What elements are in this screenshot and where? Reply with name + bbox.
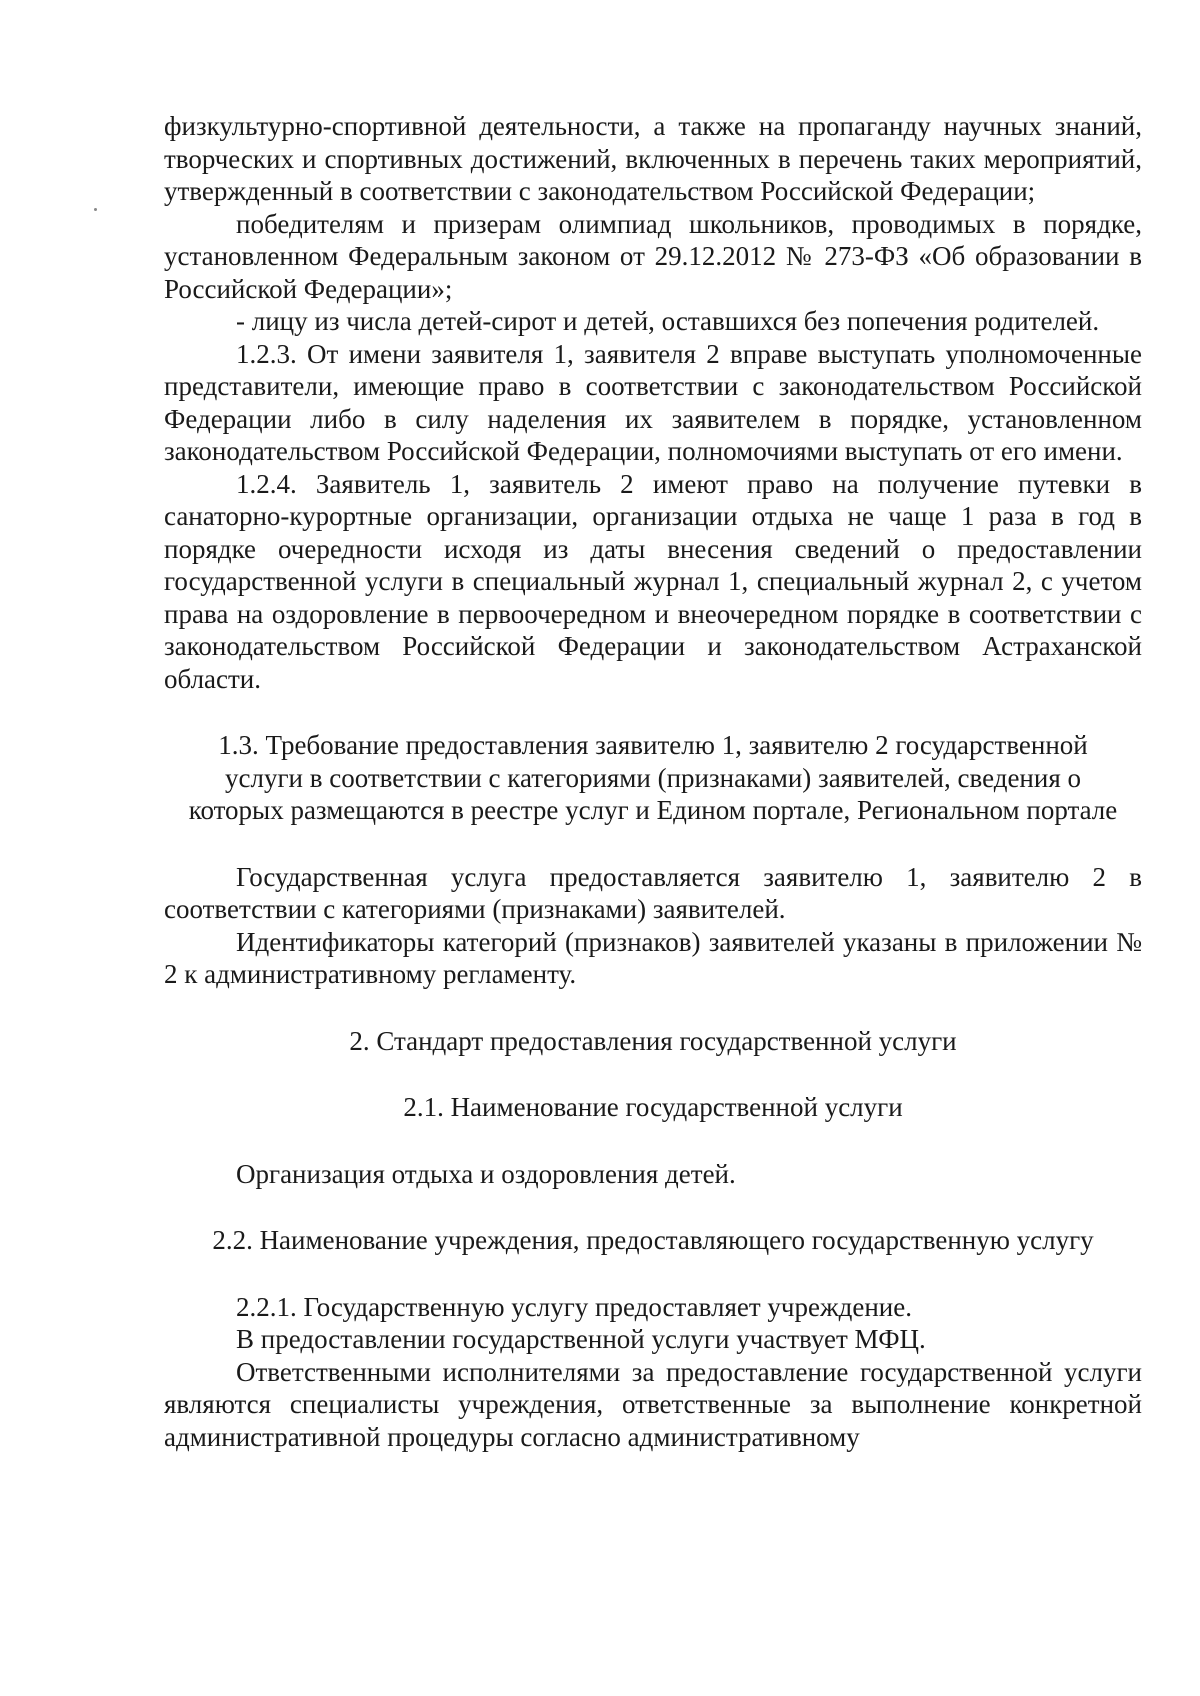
section-heading-2-1: 2.1. Наименование государственной услуги bbox=[403, 1092, 903, 1122]
paragraph-olympiad-winners: победителям и призерам олимпиад школьников, проводимых в порядке, установленном Федеральным законом от 29.12.2012 № 273-ФЗ «Об образовании в Российской Федерации»; bbox=[164, 208, 1142, 304]
paragraph-1-3-service: Государственная услуга предоставляется заявителю 1, заявителю 2 в соответствии с категориями (признаками) заявителей. bbox=[164, 861, 1142, 924]
paragraph-2-1: Организация отдыха и оздоровления детей. bbox=[236, 1158, 736, 1189]
section-heading-1-3: 1.3. Требование предоставления заявителю 1, заявителю 2 государственной услуги в соответствии с категориями (признаками) заявителей, сведения о которых размещаются в реестре услуг и Едином портале, Региональном портале bbox=[188, 730, 1118, 825]
section-heading-2: 2. Стандарт предоставления государственной услуги bbox=[349, 1025, 957, 1056]
paragraph-continuation: физкультурно-спортивной деятельности, а также на пропаганду научных знаний, творческих и спортивных достижений, включенных в перечень таких мероприятий, утвержденный в соответствии с законодательством Российской Федерации; bbox=[164, 111, 1142, 206]
section-heading-2-2: 2.2. Наименование учреждения, предоставляющего государственную услугу bbox=[212, 1225, 1094, 1255]
paragraph-2-2-1: 2.2.1. Государственную услугу предоставляет учреждение. bbox=[236, 1291, 912, 1322]
paragraph-2-2-responsible: Ответственными исполнителями за предоставление государственной услуги являются специалисты учреждения, ответственные за выполнение конкретной административной процедуры согласно административному bbox=[164, 1356, 1142, 1452]
paragraph-2-2-mfc: В предоставлении государственной услуги участвует МФЦ. bbox=[236, 1324, 926, 1354]
document-body bbox=[164, 110, 1142, 1453]
paragraph-orphans: - лицу из числа детей-сирот и детей, оставшихся без попечения родителей. bbox=[236, 306, 1100, 336]
scan-speck bbox=[94, 208, 97, 211]
paragraph-1-2-3: 1.2.3. От имени заявителя 1, заявителя 2 вправе выступать уполномоченные представители, имеющие право в соответствии с законодательством Российской Федерации либо в силу наделения их заявителем в порядке, установленном законодательством Российской Федерации, полномочиями выступать от его имени. bbox=[164, 338, 1142, 466]
paragraph-1-3-identifiers: Идентификаторы категорий (признаков) заявителей указаны в приложении № 2 к административному регламенту. bbox=[164, 926, 1142, 989]
paragraph-1-2-4: 1.2.4. Заявитель 1, заявитель 2 имеют право на получение путевки в санаторно-курортные организации, организации отдыха не чаще 1 раза в год в порядке очередности исходя из даты внесения сведений о предоставлении государственной услуги в специальный журнал 1, специальный журнал 2, с учетом права на оздоровление в первоочередном и внеочередном порядке в соответствии с законодательством Российской Федерации и законодательством Астраханской области. bbox=[164, 468, 1142, 694]
